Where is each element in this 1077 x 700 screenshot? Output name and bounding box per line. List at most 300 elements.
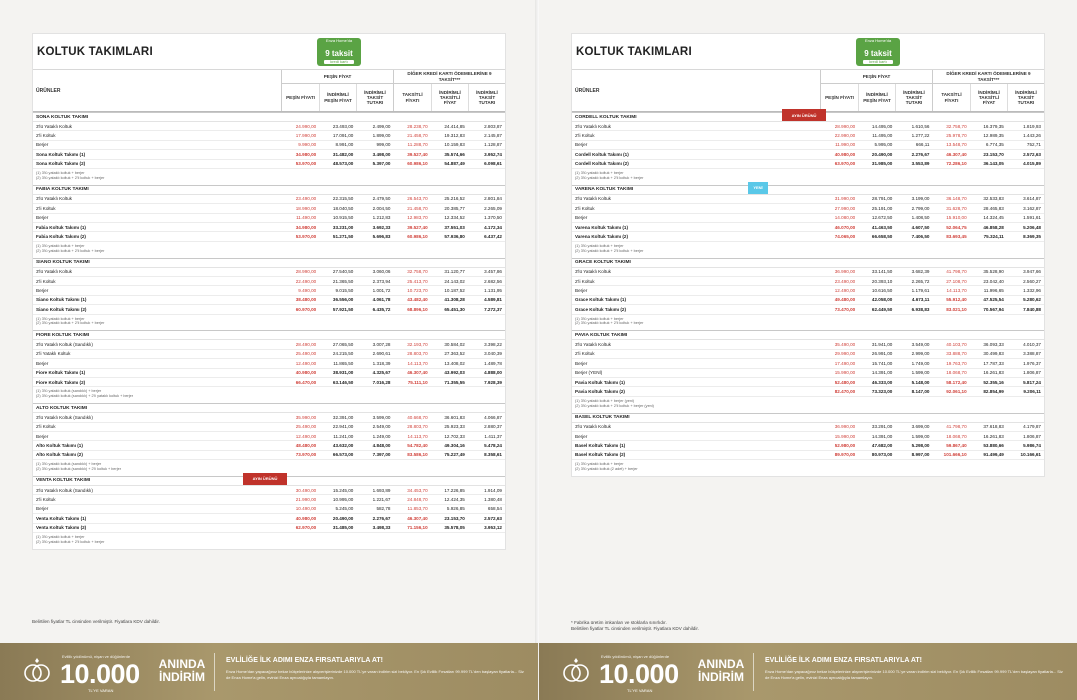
column-headers [572,70,1044,112]
price-cell: 62.970,00 [295,525,317,531]
price-cell: 33.141,50 [871,269,893,275]
product-name: 2'li Koltuk [575,351,595,357]
section-title-text: PAVIA KOLTUK TAKIMI [575,332,628,338]
price-cell: 17.990,00 [295,133,317,139]
col-header: İNDİRİMLİ PEŞİN FİYAT [319,84,356,111]
note-line: (2) 3'lü yataklı koltuk + 2'li koltuk + berjer [36,175,105,180]
price-cell: 16.261,83 [983,433,1004,439]
price-cell: 2.799,00 [911,205,930,211]
set-total-row [572,378,1044,387]
product-name: Basel Koltuk Takımı (2) [575,452,626,458]
col-urunler: ÜRÜNLER [575,87,600,94]
product-name: Berjer [575,360,588,366]
price-cell: 43.632,00 [332,443,354,449]
price-cell: 658,54 [487,506,502,512]
price-cell: 6.938,83 [911,306,930,312]
product-name: 3'lü Yataklı Koltuk [36,269,72,275]
price-cell: 7.840,88 [1023,306,1041,312]
price-cell: 23.153,70 [444,515,465,521]
price-cell: 52.980,00 [834,443,856,449]
price-cell: 14.113,70 [946,288,967,294]
note-line: (1) 3'lü yataklı koltuk (sandıklı) + berjer [36,389,102,394]
price-cell: 70.567,94 [983,306,1004,312]
price-cell: 63.970,00 [834,161,856,167]
col-header: İNDİRİMLİ TAKSİTLİ FİYAT [970,84,1007,111]
price-cell: 28.791,00 [871,196,893,202]
price-cell: 1.131,95 [484,288,502,294]
price-cell: 53.880,66 [983,443,1004,449]
price-cell: 21.458,70 [407,133,428,139]
price-cell: 35.574,66 [444,151,465,157]
col-group-pesin [281,70,393,111]
price-cell: 40.668,70 [407,414,428,420]
product-name: Grace Koltuk Takımı (1) [575,297,626,303]
price-cell: 6.098,61 [484,161,502,167]
price-cell: 57.921,50 [332,306,354,312]
price-cell: 1.332,96 [1023,288,1041,294]
note-line: (1) 3'lü yataklı koltuk (sandıklı) + berjer [36,462,102,467]
section-title [572,186,1044,195]
product-section [572,413,1044,476]
price-cell: 12.424,35 [444,497,465,503]
price-cell: 17.787,33 [983,360,1004,366]
price-cell: 18.068,70 [946,433,967,439]
set-total-row [572,441,1044,450]
price-cell: 16.379,35 [983,123,1004,129]
price-cell: 18.040,50 [332,205,354,211]
price-cell: 5.148,00 [911,379,930,385]
price-cell: 47.525,54 [983,297,1004,303]
product-section [572,330,1044,412]
price-cell: 1.411,37 [484,433,502,439]
price-cell: 24.848,70 [407,497,428,503]
rings-icon [561,656,591,686]
price-cell: 1.212,83 [372,215,391,221]
price-cell: 6.435,72 [372,306,391,312]
price-cell: 752,71 [1026,142,1041,148]
price-cell: 18.068,70 [946,370,967,376]
section-title-text: FABIA KOLTUK TAKIMI [36,187,89,193]
price-cell: 4.015,89 [1023,161,1041,167]
banner-divider [753,653,754,691]
price-cell: 14.324,45 [983,215,1004,221]
price-cell: 10.159,83 [444,142,465,148]
product-name: Pavia Koltuk Takımı (2) [575,389,625,395]
price-cell: 33.888,70 [946,351,967,357]
price-cell: 3.199,00 [911,196,930,202]
price-cell: 2.999,00 [911,351,930,357]
section-title-text: GRACE KOLTUK TAKIMI [575,260,631,266]
col-group-title: DİĞER KREDİ KARTI ÖDEMELERİNE 9 TAKSİT*** [933,70,1044,84]
table-row [33,214,505,223]
price-cell: 2.560,27 [1023,278,1041,284]
product-name: 3'lü Yataklı Koltuk (Sandıklı) [36,414,93,420]
price-cell: 10.166,61 [1020,452,1041,458]
col-header: İNDİRİMLİ PEŞİN FİYAT [858,84,895,111]
set-total-row [572,160,1044,169]
set-total-row [572,232,1044,241]
price-cell: 72.286,10 [946,161,967,167]
banner-aninda-1: ANINDA [158,657,206,671]
price-cell: 38.931,00 [332,370,354,376]
price-cell: 1.249,00 [372,433,391,439]
price-cell: 20.385,77 [444,205,465,211]
product-section [33,258,505,331]
price-cell: 21.458,70 [407,205,428,211]
price-cell: 1.599,00 [911,433,930,439]
price-cell: 32.193,70 [407,342,428,348]
table-row [572,214,1044,223]
product-name: Berjer [575,433,588,439]
price-cell: 36.143,05 [983,161,1004,167]
banner-aninda [693,658,749,683]
set-total-row [572,305,1044,314]
price-cell: 1.277,22 [911,133,930,139]
product-section [33,403,505,476]
price-cell: 10.490,00 [295,506,317,512]
price-cell: 1.489,78 [484,360,502,366]
price-cell: 33.231,00 [332,224,354,230]
product-name: 2'li Koltuk [36,278,56,284]
note-line: (2) 3'lü yataklı koltuk + 2'li koltuk + berjer [36,321,105,326]
price-cell: 28.465,83 [983,205,1004,211]
product-name: 3'lü Yataklı Koltuk [575,424,611,430]
product-name: Berjer [36,288,49,294]
price-cell: 3.060,06 [372,269,391,275]
price-cell: 3.952,74 [484,151,502,157]
price-cell: 1.599,00 [911,370,930,376]
price-cell: 41.463,50 [871,224,893,230]
note-line: (2) 3'lü yataklı koltuk (2 adet) + berjer [575,467,638,472]
banner-aninda-2: İNDİRİM [698,669,744,684]
right-sections [572,112,1044,476]
product-name: Cordell Koltuk Takımı (1) [575,151,629,157]
price-cell: 8.147,00 [911,389,930,395]
footnote-line: * Fabrika üretim imkanları ve stoklarla sınırlıdır. [571,620,667,625]
product-name: Alto Koltuk Takımı (1) [36,443,83,449]
product-name: Fiore Koltuk Takımı (2) [36,379,86,385]
price-cell: 3.388,87 [1023,351,1041,357]
set-total-row [33,369,505,378]
table-row [572,141,1044,150]
price-cell: 31.985,00 [871,161,893,167]
product-name: Berjer [575,288,588,294]
promo-banner-left [0,643,538,700]
price-cell: 4.848,00 [372,443,391,449]
product-section [572,185,1044,258]
col-group-taksit [393,70,505,111]
price-cell: 55.912,40 [946,297,967,303]
price-cell: 52.355,16 [983,379,1004,385]
set-total-row [572,451,1044,460]
product-of-month-badge: AYIN ÜRÜNÜ [243,473,287,485]
price-cell: 92.061,10 [946,389,967,395]
banner-aninda-2: İNDİRİM [159,669,205,684]
price-cell: 2.276,67 [372,515,391,521]
set-total-row [33,160,505,169]
price-cell: 23.490,00 [834,278,856,284]
price-cell: 43.992,03 [444,370,465,376]
table-row [33,195,505,204]
price-cell: 3.614,87 [1023,196,1041,202]
price-cell: 12.334,52 [444,215,465,221]
price-cell: 5.817,24 [1023,379,1041,385]
table-row [33,350,505,359]
price-cell: 14.391,00 [871,370,893,376]
table-row [33,122,505,131]
price-cell: 1.914,09 [484,487,502,493]
price-cell: 9.206,11 [1023,389,1041,395]
section-note [33,242,505,258]
table-row [33,268,505,277]
section-title [572,331,1044,340]
price-cell: 2.572,63 [484,515,502,521]
section-title [33,113,505,122]
product-section [33,476,505,549]
price-cell: 71.355,55 [444,379,465,385]
price-cell: 4.172,34 [484,224,502,230]
price-cell: 37.618,83 [983,424,1004,430]
price-cell: 52.064,75 [946,224,967,230]
price-cell: 82.854,99 [983,389,1004,395]
price-cell: 36.990,00 [834,424,856,430]
price-cell: 66.573,00 [332,452,354,458]
section-title [33,404,505,413]
table-row [572,340,1044,349]
price-cell: 28.990,00 [295,269,317,275]
section-note [33,533,505,549]
price-cell: 11.990,00 [835,142,856,148]
table-row [33,277,505,286]
col-header: İNDİRİMLİ TAKSİT TUTARI [356,84,393,111]
set-total-row [33,232,505,241]
price-cell: 28.990,00 [834,123,856,129]
price-cell: 48.573,00 [332,161,354,167]
set-total-row [33,305,505,314]
table-row [33,413,505,422]
price-cell: 66.470,00 [295,379,317,385]
column-headers [33,70,505,112]
note-line: (1) 3'lü yataklı koltuk + berjer (yeni) [575,398,635,403]
price-cell: 14.080,00 [834,215,856,221]
banner-body: Enza Home'dan yapacağınız bekar bütçelerinize alışverişlerinizde 10.000 TL'ye varan indirim sizi bekliyor. En Şık Evlilik Fırsatları 99.999 TL'den başlayan fiyatlarla... Siz de Enza Home'a gelin, evinizi Enza ayrıcalığıyla tamamlayın. [765,669,1063,680]
price-cell: 666,11 [915,142,930,148]
price-cell: 7.016,28 [372,379,391,385]
banner-under: TL'YE VARAN [627,688,653,693]
product-name: Venta Koltuk Takımı (2) [36,525,87,531]
product-name: 3'lü Yataklı Koltuk [36,196,72,202]
banner-amount: 10.000 [599,659,679,689]
product-name: 2'li Koltuk [575,133,595,139]
price-cell: 60.970,00 [295,306,317,312]
price-cell: 4.061,78 [372,297,391,303]
product-name: Varena Koltuk Takımı (2) [575,234,629,240]
note-line: (2) 3'lü yataklı koltuk (sandıklı) + 2'li koltuk + berjer [36,467,122,472]
price-cell: 12.672,50 [871,215,893,221]
price-cell: 3.040,39 [484,351,502,357]
price-cell: 83.693,45 [946,234,967,240]
col-group-pesin [820,70,932,111]
banner-amount: 10.000 [60,659,140,689]
price-cell: 582,78 [376,506,391,512]
price-cell: 14.495,00 [871,123,893,129]
table-row [572,268,1044,277]
price-cell: 5.206,48 [1023,224,1041,230]
price-cell: 32.533,83 [983,196,1004,202]
note-line: (1) 3'lü yataklı koltuk + berjer [36,534,85,539]
price-cell: 75.324,11 [983,234,1004,240]
banner-small-text: Evlilik yıldönümü, nişan ve düğünlerde [62,654,131,659]
product-name: Fiore Koltuk Takımı (1) [36,370,86,376]
price-cell: 1.806,87 [1023,433,1041,439]
price-cell: 28.803,70 [407,351,428,357]
taksit-badge [317,38,361,66]
product-name: Basel Koltuk Takımı (1) [575,443,626,449]
price-cell: 60.986,10 [407,161,428,167]
price-cell: 12.490,00 [295,360,317,366]
price-cell: 2.803,87 [484,123,502,129]
price-cell: 3.953,12 [484,525,502,531]
price-cell: 4.607,50 [911,224,930,230]
product-name: Fabia Koltuk Takımı (1) [36,224,86,230]
section-note [572,460,1044,476]
section-title [33,331,505,340]
price-cell: 7.406,50 [911,234,930,240]
set-total-row [33,223,505,232]
price-cell: 1.693,89 [372,487,391,493]
set-total-row [33,451,505,460]
price-cell: 57.936,80 [444,234,465,240]
set-total-row [572,223,1044,232]
note-line: (1) 3'lü yataklı koltuk + berjer [36,316,85,321]
note-line: (1) 3'lü yataklı koltuk + berjer [575,243,624,248]
left-page [0,0,538,700]
price-cell: 33.291,00 [871,424,893,430]
table-row [33,204,505,213]
product-name: 3'lü Yataklı Koltuk (Sandıklı) [36,487,93,493]
price-cell: 4.888,00 [484,370,502,376]
product-section [33,330,505,403]
price-cell: 63.146,50 [332,379,354,385]
price-cell: 54.782,40 [407,443,428,449]
price-cell: 41.308,28 [444,297,465,303]
price-cell: 31.628,70 [946,205,967,211]
price-cell: 1.370,50 [484,215,502,221]
table-row [33,486,505,495]
product-name: 2'li Koltuk [36,133,56,139]
set-total-row [572,387,1044,396]
set-total-row [33,524,505,533]
section-title-text: BASEL KOLTUK TAKIMI [575,415,630,421]
product-section [572,112,1044,185]
section-title-text: SIANO KOLTUK TAKIMI [36,260,90,266]
product-name: Berjer [36,360,49,366]
price-cell: 31.990,00 [834,196,856,202]
price-cell: 46.333,00 [871,379,893,385]
price-cell: 53.970,00 [295,234,317,240]
price-cell: 12.702,33 [444,433,465,439]
banner-divider [214,653,215,691]
product-name: Pavia Koltuk Takımı (1) [575,379,625,385]
price-cell: 15.990,00 [834,433,856,439]
price-cell: 40.980,00 [295,515,317,521]
section-note [33,315,505,331]
price-cell: 73.970,00 [295,452,317,458]
price-cell: 2.265,09 [484,205,502,211]
price-cell: 41.798,70 [946,424,967,430]
col-header: İNDİRİMLİ TAKSİT TUTARI [1007,84,1044,111]
section-title-text: VARENA KOLTUK TAKIMI [575,187,634,193]
price-cell: 12.490,00 [295,433,317,439]
table-header-bar [33,34,505,70]
price-cell: 35.990,00 [295,414,317,420]
set-total-row [33,378,505,387]
price-cell: 35.578,05 [444,525,465,531]
product-name: 2'li Koltuk [36,497,56,503]
set-total-row [33,150,505,159]
table-row [33,286,505,295]
price-cell: 49.480,00 [834,297,856,303]
price-cell: 2.276,67 [911,151,930,157]
price-cell: 11.490,00 [296,215,317,221]
price-cell: 59.867,40 [946,443,967,449]
product-name: Berjer (YENİ) [575,370,603,376]
price-cell: 1.443,26 [1023,133,1041,139]
price-cell: 20.490,00 [871,151,893,157]
note-line: (1) 3'lü yataklı koltuk + berjer [36,170,85,175]
col-group-title: PEŞİN FİYAT [282,70,393,84]
col-header: TAKSİTLİ FİYATI [941,92,962,103]
table-row [33,141,505,150]
price-cell: 19.312,83 [444,133,465,139]
price-cell: 23.493,00 [332,123,354,129]
price-cell: 46.307,40 [407,370,428,376]
product-name: Siano Koltuk Takımı (1) [36,297,87,303]
price-cell: 27.065,50 [332,342,354,348]
section-note [572,169,1044,185]
product-name: Siano Koltuk Takımı (2) [36,306,87,312]
price-cell: 26.991,00 [871,351,893,357]
price-cell: 35.528,90 [983,269,1004,275]
price-cell: 3.162,87 [1023,205,1041,211]
price-cell: 3.692,33 [372,224,391,230]
price-cell: 32.391,00 [332,414,354,420]
price-cell: 4.673,11 [911,297,930,303]
price-cell: 36.556,00 [332,297,354,303]
price-cell: 40.103,70 [946,342,967,348]
price-cell: 14.391,00 [871,433,893,439]
price-cell: 1.318,39 [372,360,391,366]
price-cell: 8.369,35 [1023,234,1041,240]
price-cell: 11.241,00 [333,433,354,439]
col-group-title: PEŞİN FİYAT [821,70,932,84]
price-cell: 6.774,35 [985,142,1004,148]
taksit-badge-big: 9 taksit [325,49,353,58]
price-cell: 5.478,24 [484,443,502,449]
col-header: PEŞİN FİYATI [286,94,315,100]
price-cell: 32.758,70 [407,269,428,275]
price-cell: 22.490,00 [295,278,317,284]
product-name: Berjer [36,433,49,439]
price-cell: 2.682,56 [484,278,502,284]
price-cell: 1.408,50 [911,215,930,221]
price-cell: 1.806,87 [1023,370,1041,376]
price-cell: 2.373,94 [372,278,391,284]
price-footnote [571,620,699,633]
price-cell: 24.414,85 [444,123,465,129]
price-cell: 40.980,00 [295,370,317,376]
left-sections [33,112,505,549]
